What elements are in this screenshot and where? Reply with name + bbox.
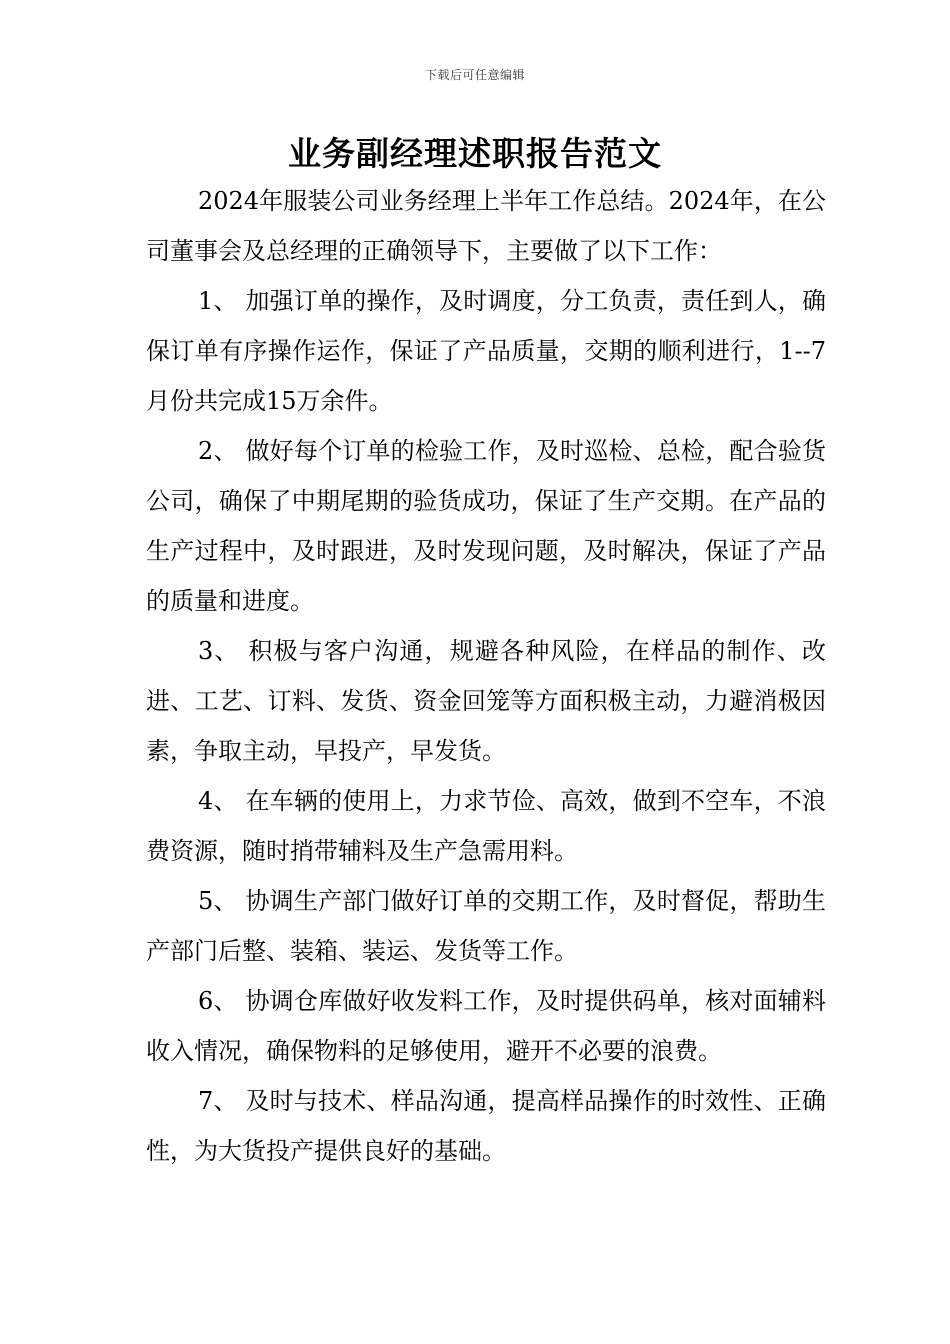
paragraph-item-5: 5、 协调生产部门做好订单的交期工作，及时督促，帮助生产部门后整、装箱、装运、发货等工作。 <box>146 887 826 965</box>
paragraph-item-4: 4、 在车辆的使用上，力求节俭、高效，做到不空车，不浪费资源，随时捎带辅料及生产急需用料。 <box>146 787 826 865</box>
paragraph-item-3: 3、 积极与客户沟通，规避各种风险，在样品的制作、改进、工艺、订料、发货、资金回笼等方面积极主动，力避消极因素，争取主动，早投产，早发货。 <box>146 637 826 765</box>
paragraph-item-1: 1、 加强订单的操作，及时调度，分工负责，责任到人，确保订单有序操作运作，保证了产品质量，交期的顺利进行，1--7月份共完成15万余件。 <box>146 287 826 415</box>
paragraph-item-7: 7、 及时与技术、样品沟通，提高样品操作的时效性、正确性，为大货投产提供良好的基础。 <box>146 1087 826 1165</box>
paragraph-intro: 2024年服装公司业务经理上半年工作总结。2024年，在公司董事会及总经理的正确领导下，主要做了以下工作： <box>146 187 826 265</box>
paragraph-item-2: 2、 做好每个订单的检验工作，及时巡检、总检，配合验货公司，确保了中期尾期的验货成功，保证了生产交期。在产品的生产过程中，及时跟进，及时发现问题，及时解决，保证了产品的质量和进度。 <box>146 437 826 615</box>
document-title: 业务副经理述职报告范文 <box>288 134 662 173</box>
paragraph-item-6: 6、 协调仓库做好收发料工作，及时提供码单，核对面辅料收入情况，确保物料的足够使用，避开不必要的浪费。 <box>146 987 826 1065</box>
header-note: 下载后可任意编辑 <box>424 68 525 82</box>
document-body <box>146 176 826 1176</box>
